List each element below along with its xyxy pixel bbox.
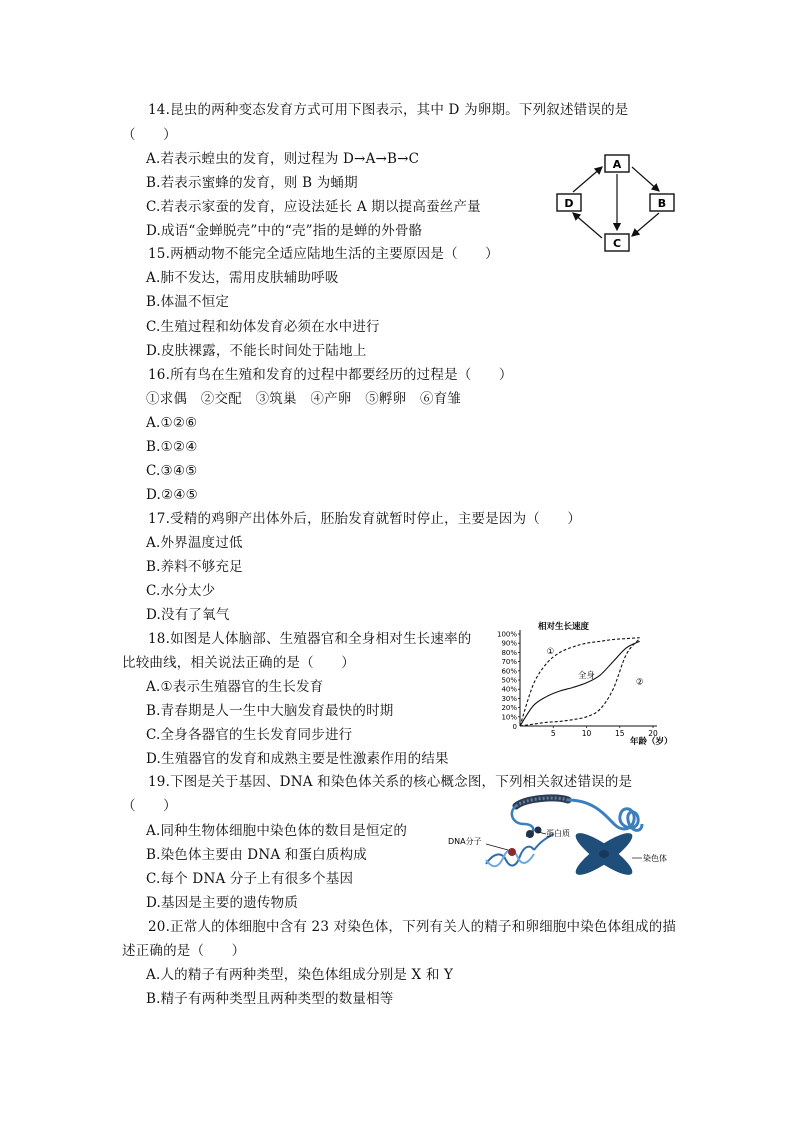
x-tick-label: 20 [648,729,658,738]
q19-option-b: B.染色体主要由 DNA 和蛋白质构成 [146,847,367,863]
q14-bracket: （ ） [122,127,177,143]
series-label: 全身 [577,671,596,682]
q20-stem: 20.正常人的体细胞中含有 23 对染色体，下列有关人的精子和卵细胞中染色体组成的描 [148,919,677,935]
q19-option-d: D.基因是主要的遗传物质 [146,895,299,911]
svg-text:D: D [564,197,574,210]
node-d [557,194,581,211]
q18-option-d: D.生殖器官的发育和成熟主要是性激素作用的结果 [146,751,449,767]
q15-option-d: D.皮肤裸露，不能长时间处于陆地上 [146,343,367,359]
arrow-b-to-c [632,213,659,236]
label-chromosome: 染色体 [643,854,667,863]
q16-option-b: B.①②④ [146,439,198,455]
chart-title: 相对生长速度 [538,622,590,632]
q17-stem: 17.受精的鸡卵产出体外后，胚胎发育就暂时停止，主要是因为（ ） [148,511,582,527]
q14-stem: 14.昆虫的两种变态发育方式可用下图表示，其中 D 为卵期。下列叙述错误的是 [148,102,629,118]
q17-option-b: B.养料不够充足 [146,559,243,575]
metamorphosis-cycle-diagram [552,150,688,254]
q16-option-c: C.③④⑤ [146,463,198,479]
q20-option-b: B.精子有两种类型且两种类型的数量相等 [146,991,394,1007]
x-tick-label: 10 [581,729,592,738]
q17-option-a: A.外界温度过低 [146,535,243,551]
protein-beads [508,827,542,857]
y-tick-label: 80% [501,648,517,657]
q14-option-a: A.若表示蝗虫的发育，则过程为 D→A→B→C [146,151,420,167]
q20-option-a: A.人的精子有两种类型，染色体组成分别是 X 和 Y [146,967,454,983]
y-tick-label: 90% [501,639,517,648]
series-label: ① [546,647,555,658]
q14-option-b: B.若表示蜜蜂的发育，则 B 为蛹期 [146,175,358,191]
q18-stem-cont: 比较曲线，相关说法正确的是（ ） [122,655,355,671]
q15-option-a: A.肺不发达，需用皮肤辅助呼吸 [146,270,339,286]
arrow-c-to-d [573,213,602,238]
y-tick-label: 30% [501,694,517,703]
q17-option-d: D.没有了氧气 [146,607,230,623]
q18-option-c: C.全身各器官的生长发育同步进行 [146,727,353,743]
y-tick-label: 50% [501,676,517,685]
y-tick-label: 10% [501,713,517,722]
q20-stem-cont: 述正确的是（ ） [122,943,246,959]
q14-option-c: C.若表示家蚕的发育，应设法延长 A 期以提高蚕丝产量 [146,199,481,215]
q19-option-c: C.每个 DNA 分子上有很多个基因 [146,871,354,887]
q18-stem: 18.如图是人体脑部、生殖器官和全身相对生长速率的 [148,631,472,647]
x-tick-label: 5 [550,729,556,738]
node-b [650,194,674,211]
series-line [520,638,640,726]
q19-stem: 19.下图是关于基因、DNA 和染色体关系的核心概念图，下列相关叙述错误的是 [148,774,633,790]
q19-option-a: A.同种生物体细胞中染色体的数目是恒定的 [146,823,408,839]
q18-option-a: A.①表示生殖器官的生长发育 [146,679,324,695]
svg-text:C: C [612,237,622,250]
node-a [605,155,629,172]
y-tick-label: 100% [496,630,517,639]
growth-rate-chart [486,616,686,748]
x-tick-label: 15 [614,729,625,738]
q16-option-d: D.②④⑤ [146,487,198,503]
svg-text:B: B [657,197,667,210]
chromosome-x-shape [571,827,637,880]
q16-stem: 16.所有鸟在生殖和发育的过程中都要经历的过程是（ ） [148,367,513,383]
node-c [605,234,629,251]
q15-option-c: C.生殖过程和幼体发育必须在水中进行 [146,319,380,335]
q19-bracket: （ ） [122,798,177,814]
y-tick-label: 70% [501,658,517,667]
arrow-a-to-b [632,167,659,191]
y-tick-label: 20% [501,704,517,713]
svg-text:A: A [612,158,622,171]
dna-helix [486,834,554,866]
origin-label: 0 [512,723,517,731]
q15-option-b: B.体温不恒定 [146,294,230,310]
q16-option-a: A.①②⑥ [146,415,198,431]
y-tick-label: 60% [501,667,517,676]
q17-option-c: C.水分太少 [146,583,216,599]
gene-dna-chromosome-figure [446,794,680,880]
chart-xlabel: 年龄（岁） [630,737,673,747]
q15-stem: 15.两栖动物不能完全适应陆地生活的主要原因是（ ） [148,246,499,262]
q14-option-d: D.成语“金蝉脱壳”中的“壳”指的是蝉的外骨骼 [146,223,423,239]
series-line [520,641,640,726]
pointer-dna [486,844,508,850]
arrow-d-to-a [573,167,602,192]
q18-option-b: B.青春期是人一生中大脑发育最快的时期 [146,703,394,719]
y-tick-label: 40% [501,685,517,694]
label-dna: DNA分子 [448,837,482,846]
q16-items: ①求偶 ②交配 ③筑巢 ④产卵 ⑤孵卵 ⑥育雏 [146,391,462,407]
series-label: ② [635,677,644,688]
label-protein: 蛋白质 [546,829,570,838]
